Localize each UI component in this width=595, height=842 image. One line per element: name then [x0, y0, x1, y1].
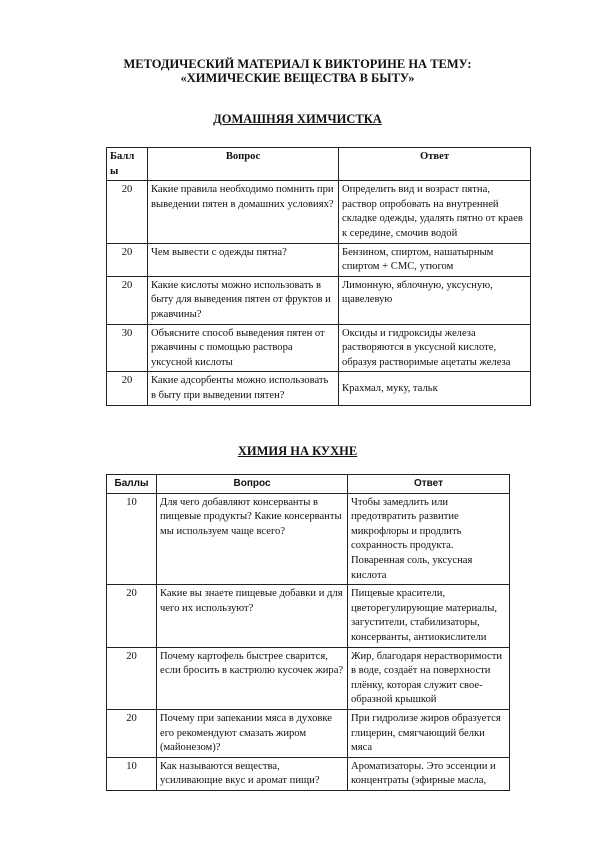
- table-row: [107, 324, 531, 372]
- table-row: [107, 181, 531, 243]
- table-row: [107, 757, 510, 790]
- points-cell: 20: [107, 243, 148, 276]
- answer-column-header: Ответ: [348, 475, 510, 494]
- points-cell: 20: [107, 276, 148, 324]
- document-title-line-1: МЕТОДИЧЕСКИЙ МАТЕРИАЛ К ВИКТОРИНЕ НА ТЕМУ:: [123, 57, 472, 71]
- quiz-table-kitchen-chemistry: [106, 474, 510, 791]
- answer-cell: Лимонную, яблочную, уксусную, щавелевую: [339, 276, 531, 324]
- question-cell: Чем вывести с одежды пятна?: [148, 243, 339, 276]
- document-title-line-2: «ХИМИЧЕСКИЕ ВЕЩЕСТВА В БЫТУ»: [180, 71, 415, 85]
- points-column-header: Балл ы: [107, 148, 148, 181]
- answer-cell: При гидролизе жиров образуется глицерин, смягчающий белки мяса: [348, 709, 510, 757]
- question-cell: Какие правила необходимо помнить при выведении пятен в домашних условиях?: [148, 181, 339, 243]
- points-cell: 20: [107, 372, 148, 405]
- answer-cell: Бензином, спиртом, нашатырным спиртом + СМС, утюгом: [339, 243, 531, 276]
- question-column-header: Вопрос: [148, 148, 339, 181]
- table-row: [107, 647, 510, 709]
- question-cell: Какие вы знаете пищевые добавки и для чего их используют?: [157, 585, 348, 647]
- table-row: [107, 585, 510, 647]
- answer-cell: Ароматизаторы. Это эссенции и концентраты (эфирные масла,: [348, 757, 510, 790]
- points-cell: 20: [107, 709, 157, 757]
- table-header-row: [107, 148, 531, 181]
- answer-cell: Жир, благодаря нерастворимости в воде, создаёт на поверхности плёнку, которая служит свое-образной крышкой: [348, 647, 510, 709]
- question-cell: Почему картофель быстрее сварится, если бросить в кастрюлю кусочек жира?: [157, 647, 348, 709]
- question-cell: Какие адсорбенты можно использовать в быту при выведении пятен?: [148, 372, 339, 405]
- answer-cell: Определить вид и возраст пятна, раствор опробовать на внутренней складке одежды, удалять пятно от краев к середине, смочив водой: [339, 181, 531, 243]
- answer-cell: Пищевые красители, цветорегулирующие материалы, загустители, стабилизаторы, консерванты, антиокислители: [348, 585, 510, 647]
- points-cell: 30: [107, 324, 148, 372]
- points-cell: 10: [107, 493, 157, 585]
- quiz-table-home-drycleaning: [106, 147, 531, 406]
- section-heading-home-drycleaning: ДОМАШНЯЯ ХИМЧИСТКА: [213, 112, 382, 126]
- answer-cell: Крахмал, муку, тальк: [339, 372, 531, 405]
- table-row: [107, 372, 531, 405]
- question-column-header: Вопрос: [157, 475, 348, 494]
- answer-cell: Оксиды и гидроксиды железа растворяются в уксусной кислоте, образуя растворимые ацетаты железа: [339, 324, 531, 372]
- points-cell: 20: [107, 181, 148, 243]
- table-row: [107, 709, 510, 757]
- question-cell: Почему при запекании мяса в духовке его рекомендуют смазать жиром (майонезом)?: [157, 709, 348, 757]
- question-cell: Какие кислоты можно использовать в быту для выведения пятен от фруктов и ржавчины?: [148, 276, 339, 324]
- answer-cell: Чтобы замедлить или предотвратить развитие микрофлоры и продлить сохранность продукта. Поваренная соль, уксусная кислота: [348, 493, 510, 585]
- answer-column-header: Ответ: [339, 148, 531, 181]
- question-cell: Объясните способ выведения пятен от ржавчины с помощью раствора уксусной кислоты: [148, 324, 339, 372]
- table-row: [107, 493, 510, 585]
- table-row: [107, 276, 531, 324]
- points-cell: 10: [107, 757, 157, 790]
- table-row: [107, 243, 531, 276]
- question-cell: Как называются вещества, усиливающие вкус и аромат пищи?: [157, 757, 348, 790]
- points-column-header: Баллы: [107, 475, 157, 494]
- question-cell: Для чего добавляют консерванты в пищевые продукты? Какие консерванты мы используем чаще всего?: [157, 493, 348, 585]
- points-cell: 20: [107, 585, 157, 647]
- points-cell: 20: [107, 647, 157, 709]
- section-heading-kitchen-chemistry: ХИМИЯ НА КУХНЕ: [237, 444, 358, 458]
- table-header-row: [107, 475, 510, 494]
